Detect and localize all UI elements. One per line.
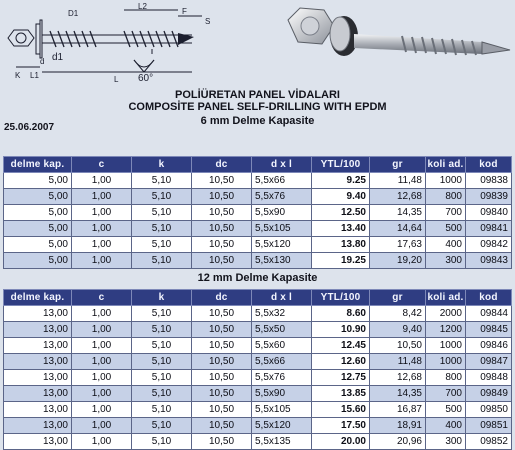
cell-gr: 17,63 [370,237,426,253]
cell-koli-ad: 300 [426,434,466,450]
cell-dxl: 5,5x66 [252,354,312,370]
cell-c: 1,00 [72,370,132,386]
table-row [4,418,512,434]
col-dc: dc [192,290,252,306]
cell-ytl: 9.40 [312,189,370,205]
cell-dxl: 5,5x90 [252,205,312,221]
screw-photo [282,2,514,70]
table-row [4,237,512,253]
cell-delme-kap: 13,00 [4,386,72,402]
cell-k: 5,10 [132,173,192,189]
cell-kod: 09839 [466,189,512,205]
cell-ytl: 17.50 [312,418,370,434]
cell-koli-ad: 300 [426,253,466,269]
cell-delme-kap: 13,00 [4,338,72,354]
table-row [4,253,512,269]
table-row [4,354,512,370]
table-row [4,370,512,386]
cell-dc: 10,50 [192,205,252,221]
label-d1-lower: d1 [52,52,64,63]
cell-c: 1,00 [72,189,132,205]
table-row [4,189,512,205]
cell-k: 5,10 [132,370,192,386]
cell-delme-kap: 13,00 [4,306,72,322]
cell-dc: 10,50 [192,418,252,434]
cell-ytl: 12.60 [312,354,370,370]
table-row [4,205,512,221]
cell-dc: 10,50 [192,434,252,450]
cell-k: 5,10 [132,205,192,221]
cell-k: 5,10 [132,237,192,253]
col-dc: dc [192,157,252,173]
cell-kod: 09846 [466,338,512,354]
cell-dxl: 5,5x50 [252,322,312,338]
cell-koli-ad: 500 [426,402,466,418]
label-f: F [182,7,187,16]
cell-k: 5,10 [132,306,192,322]
cell-koli-ad: 1000 [426,173,466,189]
col-k: k [132,290,192,306]
cell-kod: 09850 [466,402,512,418]
col-koli-ad: koli ad. [426,290,466,306]
col-c: c [72,290,132,306]
cell-kod: 09842 [466,237,512,253]
cell-dc: 10,50 [192,370,252,386]
cell-gr: 8,42 [370,306,426,322]
cell-dxl: 5,5x130 [252,253,312,269]
cell-ytl: 12.45 [312,338,370,354]
cell-ytl: 10.90 [312,322,370,338]
col-gr: gr [370,290,426,306]
title-tr: POLİÜRETAN PANEL VİDALARI [174,89,340,101]
cell-koli-ad: 1000 [426,354,466,370]
cell-dc: 10,50 [192,189,252,205]
cell-c: 1,00 [72,306,132,322]
cell-k: 5,10 [132,354,192,370]
cell-gr: 16,87 [370,402,426,418]
label-l1: L1 [30,71,39,80]
cell-k: 5,10 [132,434,192,450]
cell-ytl: 12.75 [312,370,370,386]
cell-gr: 10,50 [370,338,426,354]
cell-dc: 10,50 [192,354,252,370]
col-c: c [72,157,132,173]
cell-k: 5,10 [132,253,192,269]
cell-dxl: 5,5x120 [252,237,312,253]
cell-c: 1,00 [72,402,132,418]
col-ytl: YTL/100 [312,157,370,173]
cell-c: 1,00 [72,418,132,434]
cell-delme-kap: 5,00 [4,205,72,221]
cell-dc: 10,50 [192,306,252,322]
cell-c: 1,00 [72,173,132,189]
cell-dxl: 5,5x66 [252,173,312,189]
table-row [4,338,512,354]
date-label: 25.06.2007 [4,122,55,133]
table-row [4,402,512,418]
cell-delme-kap: 5,00 [4,221,72,237]
cell-koli-ad: 800 [426,189,466,205]
table-row [4,306,512,322]
cell-gr: 14,64 [370,221,426,237]
table-6mm-body [4,173,512,269]
cell-koli-ad: 700 [426,205,466,221]
cell-gr: 18,91 [370,418,426,434]
cell-koli-ad: 800 [426,370,466,386]
cell-kod: 09838 [466,173,512,189]
cell-kod: 09843 [466,253,512,269]
cell-gr: 20,96 [370,434,426,450]
cell-k: 5,10 [132,418,192,434]
cell-c: 1,00 [72,221,132,237]
cell-ytl: 9.25 [312,173,370,189]
cell-c: 1,00 [72,354,132,370]
cell-dc: 10,50 [192,322,252,338]
col-kod: kod [466,157,512,173]
title-en: COMPOSİTE PANEL SELF-DRILLING WITH EPDM [128,101,387,113]
cell-koli-ad: 700 [426,386,466,402]
cell-delme-kap: 13,00 [4,418,72,434]
cell-gr: 11,48 [370,354,426,370]
cell-kod: 09852 [466,434,512,450]
cell-delme-kap: 13,00 [4,322,72,338]
cell-dxl: 5,5x76 [252,189,312,205]
cell-koli-ad: 500 [426,221,466,237]
cell-c: 1,00 [72,322,132,338]
table-6mm [3,156,512,269]
screw-technical-drawing [2,2,302,84]
col-dxl: d x l [252,290,312,306]
cell-delme-kap: 5,00 [4,173,72,189]
cell-ytl: 13.80 [312,237,370,253]
table-row [4,386,512,402]
cell-c: 1,00 [72,338,132,354]
table-row [4,322,512,338]
cell-kod: 09841 [466,221,512,237]
subtitle-6mm: 6 mm Delme Kapasite [200,115,315,127]
cell-gr: 12,68 [370,189,426,205]
cell-c: 1,00 [72,253,132,269]
cell-delme-kap: 13,00 [4,434,72,450]
cell-dc: 10,50 [192,386,252,402]
cell-dxl: 5,5x105 [252,221,312,237]
label-d-lower: d [40,57,45,66]
cell-dc: 10,50 [192,338,252,354]
hex-head-icon [8,30,34,46]
cell-c: 1,00 [72,205,132,221]
subtitle-12mm: 12 mm Delme Kapasite [197,272,318,284]
cell-k: 5,10 [132,338,192,354]
cell-ytl: 13.85 [312,386,370,402]
cell-dxl: 5,5x90 [252,386,312,402]
table-12mm [3,289,512,450]
cell-delme-kap: 5,00 [4,189,72,205]
cell-delme-kap: 13,00 [4,370,72,386]
cell-k: 5,10 [132,221,192,237]
table-row [4,173,512,189]
cell-dxl: 5,5x60 [252,338,312,354]
cell-koli-ad: 1000 [426,338,466,354]
cell-k: 5,10 [132,189,192,205]
cell-koli-ad: 2000 [426,306,466,322]
table-6mm-header [4,157,512,173]
col-koli-ad: koli ad. [426,157,466,173]
label-l2: L2 [138,2,147,11]
cell-k: 5,10 [132,322,192,338]
table-row [4,221,512,237]
cell-gr: 19,20 [370,253,426,269]
col-delme-kap: delme kap. [4,157,72,173]
col-gr: gr [370,157,426,173]
cell-kod: 09848 [466,370,512,386]
cell-delme-kap: 13,00 [4,354,72,370]
cell-dc: 10,50 [192,253,252,269]
cell-kod: 09849 [466,386,512,402]
cell-dxl: 5,5x32 [252,306,312,322]
col-kod: kod [466,290,512,306]
cell-dxl: 5,5x105 [252,402,312,418]
cell-koli-ad: 1200 [426,322,466,338]
cell-dxl: 5,5x120 [252,418,312,434]
col-k: k [132,157,192,173]
cell-dc: 10,50 [192,402,252,418]
label-s: S [205,17,211,26]
label-l: L [114,75,119,84]
cell-c: 1,00 [72,386,132,402]
cell-gr: 14,35 [370,386,426,402]
cell-kod: 09851 [466,418,512,434]
cell-kod: 09844 [466,306,512,322]
cell-dxl: 5,5x135 [252,434,312,450]
label-d1: D1 [68,9,79,18]
label-k: K [15,71,21,80]
cell-dxl: 5,5x76 [252,370,312,386]
cell-c: 1,00 [72,434,132,450]
cell-koli-ad: 400 [426,237,466,253]
cell-ytl: 8.60 [312,306,370,322]
cell-delme-kap: 13,00 [4,402,72,418]
cell-delme-kap: 5,00 [4,253,72,269]
cell-gr: 11,48 [370,173,426,189]
table-12mm-body [4,306,512,450]
table-12mm-header [4,290,512,306]
cell-gr: 12,68 [370,370,426,386]
cell-kod: 09847 [466,354,512,370]
cell-koli-ad: 400 [426,418,466,434]
col-delme-kap: delme kap. [4,290,72,306]
cell-k: 5,10 [132,402,192,418]
cell-delme-kap: 5,00 [4,237,72,253]
cell-c: 1,00 [72,237,132,253]
cell-kod: 09845 [466,322,512,338]
cell-k: 5,10 [132,386,192,402]
cell-ytl: 15.60 [312,402,370,418]
cell-ytl: 13.40 [312,221,370,237]
cell-gr: 14,35 [370,205,426,221]
label-angle: 60° [138,73,154,84]
col-dxl: d x l [252,157,312,173]
cell-dc: 10,50 [192,237,252,253]
cell-dc: 10,50 [192,221,252,237]
cell-kod: 09840 [466,205,512,221]
cell-ytl: 12.50 [312,205,370,221]
cell-ytl: 19.25 [312,253,370,269]
cell-dc: 10,50 [192,173,252,189]
cell-ytl: 20.00 [312,434,370,450]
col-ytl: YTL/100 [312,290,370,306]
cell-gr: 9,40 [370,322,426,338]
